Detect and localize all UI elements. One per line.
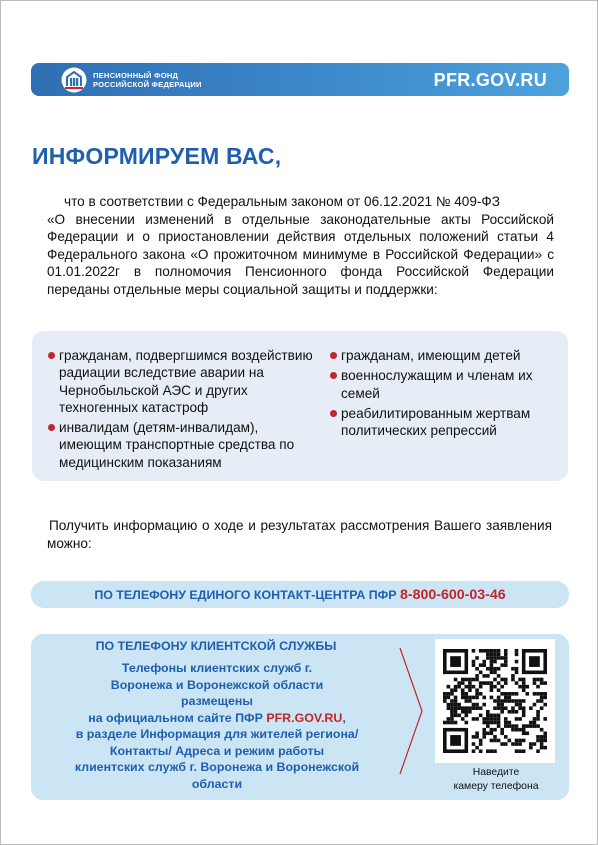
header-banner <box>31 63 569 96</box>
client-text-suffix: , <box>342 710 346 725</box>
header-site-link[interactable]: PFR.GOV.RU <box>433 70 547 90</box>
client-text-line: Воронежа и Воронежской области <box>110 677 324 692</box>
contact-center-bar <box>31 581 569 608</box>
client-text-prefix: на официальном сайте ПФР <box>88 710 263 725</box>
client-service-panel <box>31 634 569 800</box>
client-text-line: в разделе Информация для жителей региона/ <box>75 727 359 741</box>
qr-caption-line1: Наведите <box>472 767 520 778</box>
measures-list-right <box>329 347 559 442</box>
intro-text: «О внесении изменений в отдельные законодательные акты Российской Федерации и о приостановлении действия отдельных положений статьи 4 Федерального закона «О прожиточном минимуме в Российской Федерации» с 01.01.2022г в полномочия Пенсионного фонда Российской Федерации переданы отдельные меры социальной защиты и поддержки: <box>47 211 554 297</box>
org-name-line2: РОССИЙСКОЙ ФЕДЕРАЦИИ <box>93 80 202 89</box>
intro-first-line: что в соответствии с Федеральным законом от 06.12.2021 № 409-ФЗ <box>64 194 500 209</box>
client-text-line: области <box>191 776 243 791</box>
intro-paragraph <box>47 193 554 299</box>
client-text-line <box>41 710 393 727</box>
client-service-text <box>41 660 393 792</box>
measure-item: инвалидам (детям-инвалидам), имеющим транспортные средства по медицинским показаниям <box>47 419 317 471</box>
qr-code[interactable] <box>435 639 555 763</box>
pfr-logo-icon <box>61 67 87 93</box>
measure-item: военнослужащим и членам их семей <box>329 367 559 402</box>
measure-item: гражданам, подвергшимся воздействию радиации вследствие аварии на Чернобыльской АЭС и других техногенных катастроф <box>47 347 317 416</box>
page-title: ИНФОРМИРУЕМ ВАС, <box>32 143 282 169</box>
qr-caption-line2: камеру телефона <box>453 781 539 792</box>
client-text-line: клиентских служб г. Воронежа и Воронежской <box>74 760 360 774</box>
info-prompt: Получить информацию о ходе и результатах рассмотрения Вашего заявления можно: <box>47 518 552 551</box>
client-text-line: размещены <box>181 694 253 708</box>
client-text-line: Контакты/ Адреса и режим работы <box>109 743 325 758</box>
client-site-link[interactable]: PFR.GOV.RU <box>266 710 343 725</box>
org-name-line1: ПЕНСИОННЫЙ ФОНД <box>93 71 179 80</box>
contact-center-label: ПО ТЕЛЕФОНУ ЕДИНОГО КОНТАКТ-ЦЕНТРА ПФР <box>94 588 397 602</box>
contact-center-phone[interactable]: 8-800-600-03-46 <box>399 587 506 603</box>
support-measures-panel <box>32 331 568 481</box>
org-name <box>93 71 202 89</box>
measure-item: гражданам, имеющим детей <box>329 347 559 364</box>
client-service-heading: ПО ТЕЛЕФОНУ КЛИЕНТСКОЙ СЛУЖБЫ <box>95 639 337 653</box>
client-text-line: Телефоны клиентских служб г. <box>121 661 313 675</box>
chevron-right-icon <box>397 646 425 776</box>
measures-list-left <box>47 347 317 474</box>
qr-code-icon <box>443 649 547 753</box>
qr-caption <box>429 766 563 794</box>
measure-item: реабилитированным жертвам политических репрессий <box>329 405 559 440</box>
